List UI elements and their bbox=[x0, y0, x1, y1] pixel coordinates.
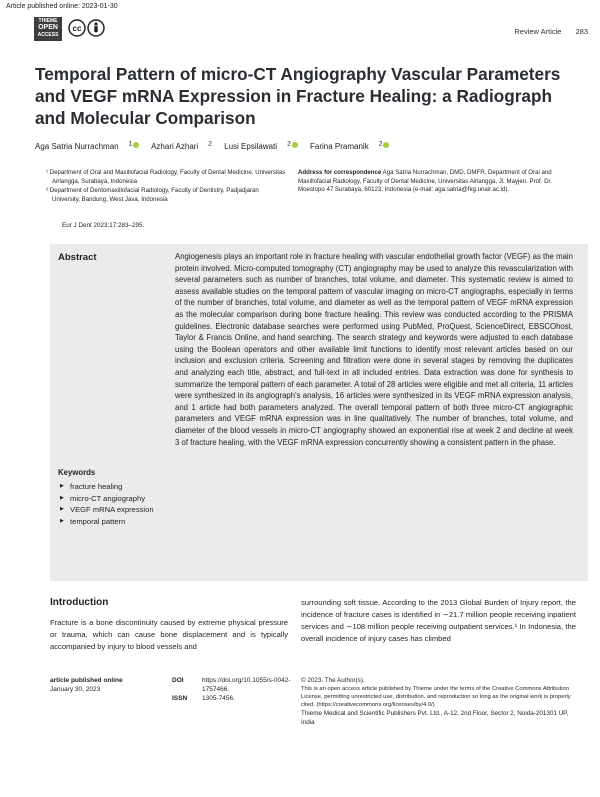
author-list bbox=[35, 140, 399, 151]
keywords-list bbox=[60, 481, 170, 527]
citation: Eur J Dent 2023;17:283–295. bbox=[62, 222, 145, 229]
keyword: ▶ fracture healing bbox=[60, 481, 170, 493]
doi-link[interactable]: https://doi.org/10.1055/s-0042-1757466. bbox=[202, 677, 291, 693]
published-online-date: Article published online: 2023-01-30 bbox=[6, 3, 118, 10]
keyword: ▶ micro-CT angiography bbox=[60, 493, 170, 505]
introduction-text-left: Fracture is a bone discontinuity caused by extreme physical pressure or trauma, which can cause bone displacement and is typically accompanied by injury to blood vessels and bbox=[50, 618, 288, 651]
identifiers bbox=[172, 676, 297, 703]
correspondence-text: Aga Satria Nurrachman, DMD, DMFR, Department of Oral and Maxillofacial Radiology, Faculty of Dental Medicine, Universitas Airlangga, Jl. Mayjen. Prof. Dr. Moestopo 47 Surabaya, 60123, Indonesia (e-mail: aga.satria@fkg.unair.ac.id). bbox=[298, 169, 552, 193]
svg-text:cc: cc bbox=[72, 24, 82, 33]
author: Lusi Epsilawati $^2$ bbox=[224, 142, 298, 151]
copyright-line: © 2023. The Author(s). bbox=[301, 677, 365, 684]
author: Aga Satria Nurrachman $^1$ bbox=[35, 142, 139, 151]
orcid-icon[interactable] bbox=[383, 142, 389, 148]
author: Azhari Azhari $^2$ bbox=[151, 140, 212, 151]
correspondence bbox=[298, 169, 573, 195]
abstract-heading: Abstract bbox=[58, 252, 97, 263]
article-title: Temporal Pattern of micro-CT Angiography Vascular Parameters and VEGF mRNA Expression in Fracture Healing: a Radiograph and Molecular Comparison bbox=[35, 64, 561, 128]
article-type: Review Article bbox=[514, 27, 562, 36]
page-number: 283 bbox=[575, 27, 588, 36]
copyright-block bbox=[301, 676, 576, 727]
published-label: article published online bbox=[50, 677, 123, 684]
license-text: This is an open access article published by Thieme under the terms of the Creative Commons Attribution License, permitting unrestricted use, distribution, and reproduction so long as the original work is properly cited. (https://creativecommons.org/licenses/by/4.0/) bbox=[301, 686, 571, 708]
keywords-heading: Keywords bbox=[58, 468, 96, 477]
orcid-icon[interactable] bbox=[292, 142, 298, 148]
creative-commons-icon bbox=[68, 19, 112, 37]
logo-line-3: ACCESS bbox=[37, 32, 59, 38]
keyword: ▶ temporal pattern bbox=[60, 516, 170, 528]
publication-info bbox=[50, 676, 123, 694]
author: Farina Pramanik $^2$ bbox=[310, 142, 389, 151]
abstract-text: Angiogenesis plays an important role in fracture healing with vascular endothelial growth factor (VEGF) as the main protein involved. Micro-computed tomography (CT) angiography may be used to analyze this revascularization with several parameters such as number of branches, total volume, and diameter. This systematic review is aimed to assess available studies on the temporal pattern of vascular imaging on micro-CT angiographs, especially in terms of the number of branches, total volume, and diameter as well as the temporal pattern of VEGF mRNA expression as the molecular comparison during bone fracture healing. This review was conducted according to the PRISMA guidelines. Electronic database searches were performed using PubMed, ProQuest, ScienceDirect, EBSCOhost, Taylor & Francis Online, and hand searching. The search strategy and keywords were adjusted to each database using the Boolean operators and other available limit functions to identify most relevant articles based on our inclusion and exclusion criteria. Screening and filtration were done in several stages by removing the duplicates and analyzing each title, abstract, and full-text in all included entries. Data extraction was done for synthesis to summarize the temporal pattern of each parameter. A total of 28 articles were eligible and met all criteria, 11 articles were synthesized in its angiograph's analysis, 16 articles were synthesized in its VEGF mRNA expression analysis, and 1 article had both parameters analyzed. The overall temporal pattern of both three micro-CT angiographic parameters and VEGF mRNA expression was in line qualitatively. The number of branches, total volume, and diameter of the blood vessels in micro-CT angiography showed an exponential rise at week 2 and decline at week 3 of fracture healing, with the VEGF mRNA expression concurrently showing a consistent pattern in the phase. bbox=[175, 252, 573, 447]
doi-label: DOI bbox=[172, 677, 184, 684]
thieme-open-access-logo bbox=[34, 17, 62, 41]
logo-line-2: OPEN bbox=[38, 24, 58, 31]
publisher-address: Thieme Medical and Scientific Publishers Pvt. Ltd., A-12, 2nd Floor, Sector 2, Noida-201301 UP, India bbox=[301, 710, 569, 726]
affiliation: ² Department of Dentomaxillofacial Radiology, Faculty of Dentistry, Padjadjaran University, Bandung, West Java, Indonesia bbox=[46, 187, 259, 203]
issn-label: ISSN bbox=[172, 695, 188, 702]
correspondence-label: Address for correspondence bbox=[298, 169, 382, 176]
introduction-text-right: surrounding soft tissue. According to the 2013 Global Burden of Injury report, the incidence of fracture cases is identified in ∼21.7 million people receiving inpatient services and ∼108 million people receiving outpatient services.¹ In Indonesia, the overall incidence of injury cases has climbed bbox=[301, 598, 576, 643]
introduction-heading: Introduction bbox=[50, 597, 109, 608]
orcid-icon[interactable] bbox=[133, 142, 139, 148]
keyword: ▶ VEGF mRNA expression bbox=[60, 504, 170, 516]
logo-line-1: THIEME bbox=[38, 18, 58, 24]
affiliation: ¹ Department of Oral and Maxillofacial Radiology, Faculty of Dental Medicine, Universitas Airlangga, Surabaya, Indonesia bbox=[46, 169, 286, 185]
issn-value: 1305-7456. bbox=[202, 695, 235, 702]
affiliations bbox=[46, 169, 288, 205]
running-head bbox=[514, 27, 588, 36]
published-date: January 30, 2023 bbox=[50, 686, 101, 693]
